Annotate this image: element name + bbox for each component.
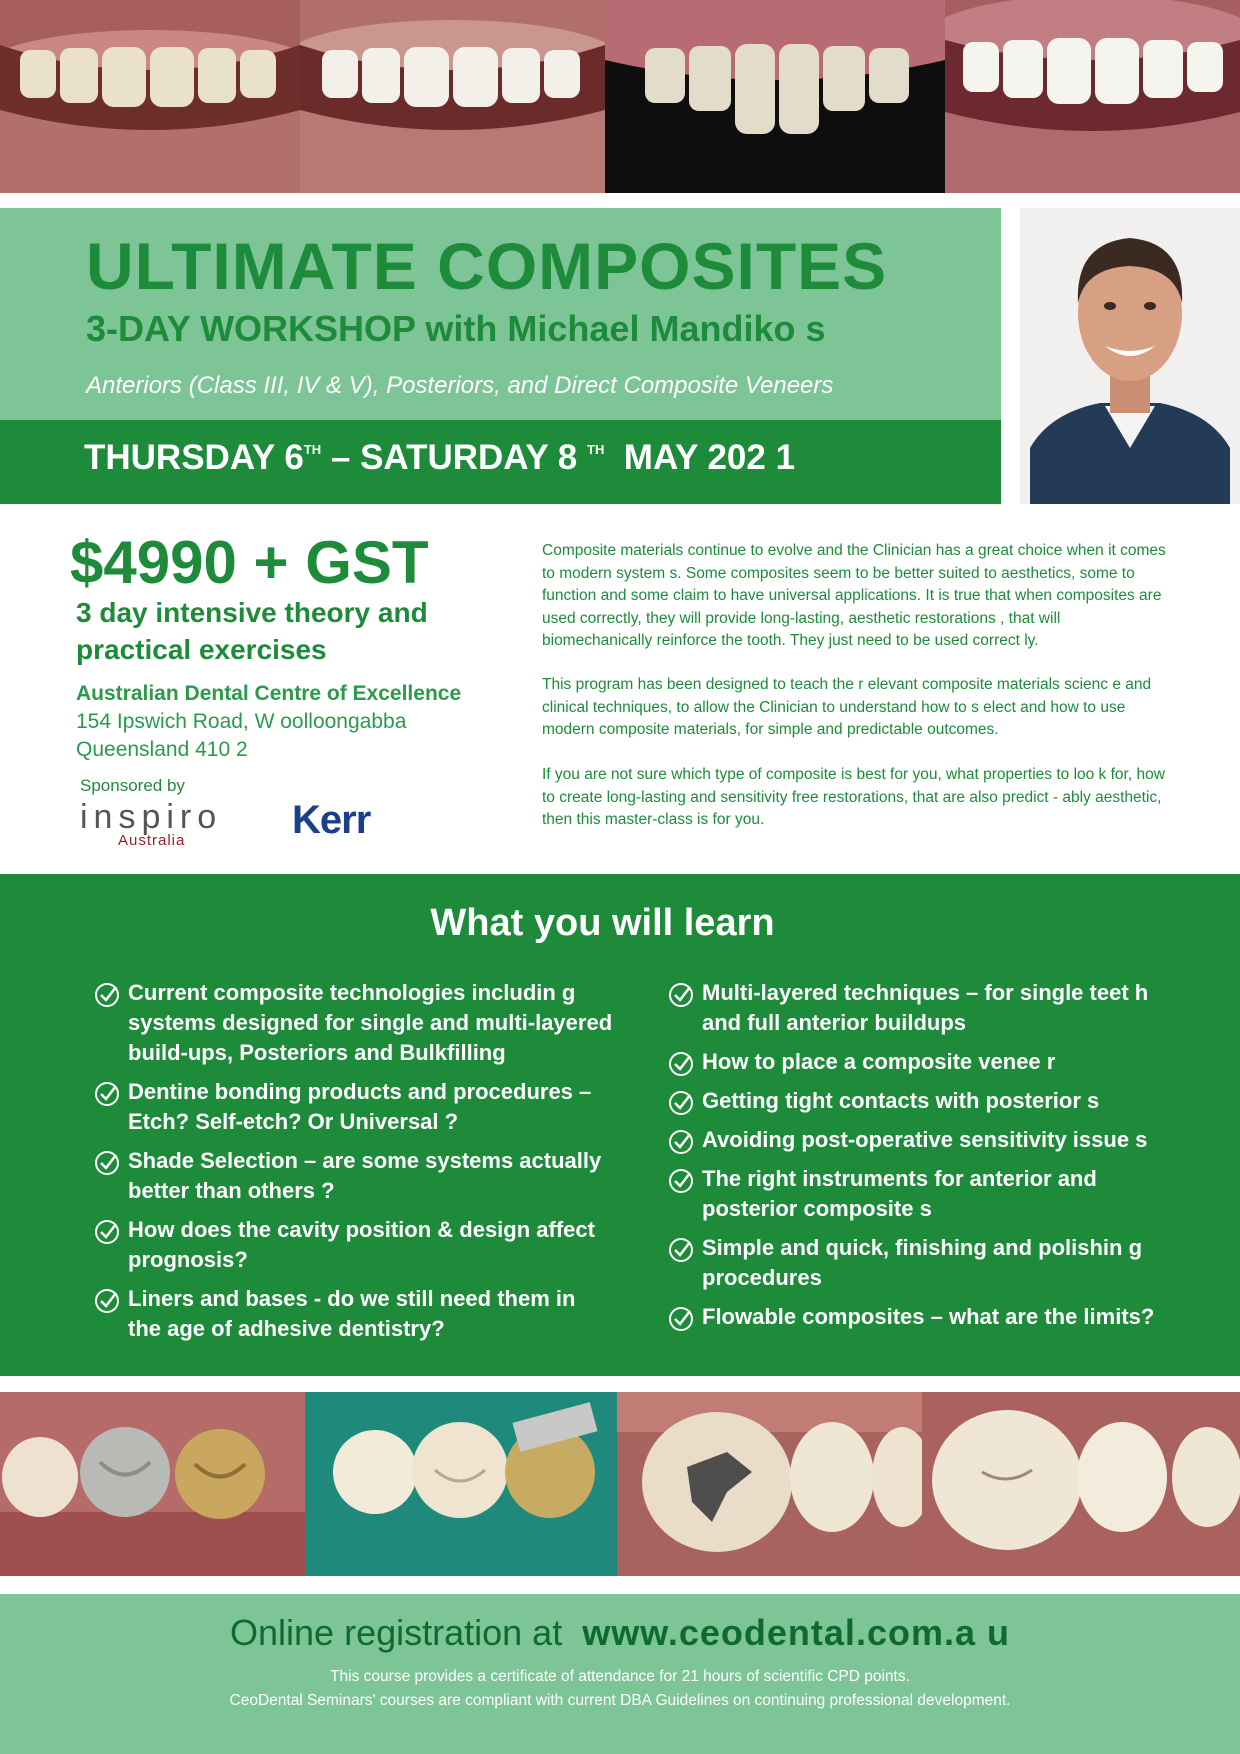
footer-dba-note: CeoDental Seminars' courses are compliant with current DBA Guidelines on continuing professional development. <box>229 1692 1011 1709</box>
workshop-dates: THURSDAY 6TH – SATURDAY 8 $^{TH}$ MAY 202 1 <box>84 438 796 477</box>
registration-line <box>0 1612 1240 1654</box>
workshop-tagline: Anteriors (Class III, IV & V), Posteriors, and Direct Composite Veneers <box>86 372 834 399</box>
check-icon <box>94 1219 120 1245</box>
list-item-text: Avoiding post-operative sensitivity issue s <box>702 1127 1148 1152</box>
list-item <box>94 1215 614 1275</box>
learn-list-left <box>94 978 614 1353</box>
check-icon <box>668 1090 694 1116</box>
check-icon <box>94 1081 120 1107</box>
venue-address-line2: Queensland 410 2 <box>76 738 248 761</box>
list-item-text: The right instruments for anterior and posterior composite s <box>702 1166 1097 1221</box>
list-item <box>668 1164 1188 1224</box>
list-item <box>94 1284 614 1344</box>
inspiro-logo-subtext: Australia <box>118 832 186 849</box>
description-paragraph-3: If you are not sure which type of composite is best for you, what properties to loo k for, how to create long-lasting and sensitivity free restorations, that are also predict - ably aesthetic, then this master-class is for you. <box>542 766 1165 828</box>
course-price: $4990 + GST <box>70 529 429 596</box>
list-item-text: Getting tight contacts with posterior s <box>702 1088 1100 1113</box>
check-icon <box>94 982 120 1008</box>
page-title: ULTIMATE COMPOSITES <box>86 229 888 303</box>
list-item-text: Current composite technologies includin g systems designed for single and multi-layered build-ups, Posteriors and Bulkfilling <box>128 980 613 1065</box>
check-icon <box>668 1168 694 1194</box>
smile-photo-1 <box>0 0 300 193</box>
list-item-text: How to place a composite venee r <box>702 1049 1056 1074</box>
registration-url[interactable]: www.ceodental.com.a u <box>582 1612 1010 1653</box>
inspiro-logo-text: inspiro <box>80 798 223 836</box>
list-item-text: How does the cavity position & design affect prognosis? <box>128 1217 595 1272</box>
check-icon <box>94 1150 120 1176</box>
list-item-text: Multi-layered techniques – for single teet h and full anterior buildups <box>702 980 1149 1035</box>
list-item-text: Dentine bonding products and procedures – Etch? Self-etch? Or Universal ? <box>128 1079 592 1134</box>
kerr-logo: Kerr <box>292 798 371 842</box>
list-item <box>94 1077 614 1137</box>
sponsored-label: Sponsored by <box>80 776 185 795</box>
description-paragraph-1: Composite materials continue to evolve and the Clinician has a great choice when it comes to modern system s. Some composites seem to be better suited to aesthetics, some to function and some claim to have universal applications. It is true that when composites are used correctly, they will provide long-lasting, aesthetic restorations , that will biomechanically reinforce the tooth. They just need to be used correct ly. <box>542 542 1166 649</box>
list-item <box>668 1302 1188 1332</box>
check-icon <box>94 1288 120 1314</box>
registration-label: Online registration at <box>230 1612 563 1653</box>
check-icon <box>668 1237 694 1263</box>
smile-photo-2 <box>300 0 605 193</box>
learn-section-title: What you will learn <box>430 902 775 944</box>
check-icon <box>668 1051 694 1077</box>
clinical-photo-4 <box>922 1392 1240 1576</box>
inspiro-logo <box>80 800 280 848</box>
list-item-text: Simple and quick, finishing and polishin g procedures <box>702 1235 1143 1290</box>
presenter-portrait <box>1020 208 1240 504</box>
venue-name: Australian Dental Centre of Excellence <box>76 682 462 705</box>
list-item <box>668 1233 1188 1293</box>
list-item <box>668 978 1188 1038</box>
list-item <box>94 978 614 1068</box>
learn-list-right <box>668 978 1188 1341</box>
list-item <box>668 1047 1188 1077</box>
list-item-text: Liners and bases - do we still need them in the age of adhesive dentistry? <box>128 1286 576 1341</box>
course-format: 3 day intensive theory and practical exercises <box>76 597 428 665</box>
clinical-photo-1 <box>0 1392 305 1576</box>
description-paragraph-2: This program has been designed to teach the r elevant composite materials scienc e and clinical techniques, to allow the Clinician to understand how to s elect and how to use modern composite materials, for simple and predictable outcomes. <box>542 676 1152 738</box>
venue-address-line1: 154 Ipswich Road, W oolloongabba <box>76 710 407 733</box>
check-icon <box>668 982 694 1008</box>
check-icon <box>668 1129 694 1155</box>
check-icon <box>668 1306 694 1332</box>
workshop-subtitle: 3-DAY WORKSHOP with Michael Mandiko s <box>86 308 826 349</box>
list-item <box>668 1125 1188 1155</box>
list-item <box>668 1086 1188 1116</box>
smile-photo-3 <box>605 0 945 193</box>
smile-photo-4 <box>945 0 1240 193</box>
list-item-text: Flowable composites – what are the limits? <box>702 1304 1155 1329</box>
list-item-text: Shade Selection – are some systems actually better than others ? <box>128 1148 602 1203</box>
clinical-photo-2 <box>305 1392 617 1576</box>
footer-cpd-note: This course provides a certificate of attendance for 21 hours of scientific CPD points. <box>330 1668 910 1685</box>
list-item <box>94 1146 614 1206</box>
clinical-photo-3 <box>617 1392 922 1576</box>
